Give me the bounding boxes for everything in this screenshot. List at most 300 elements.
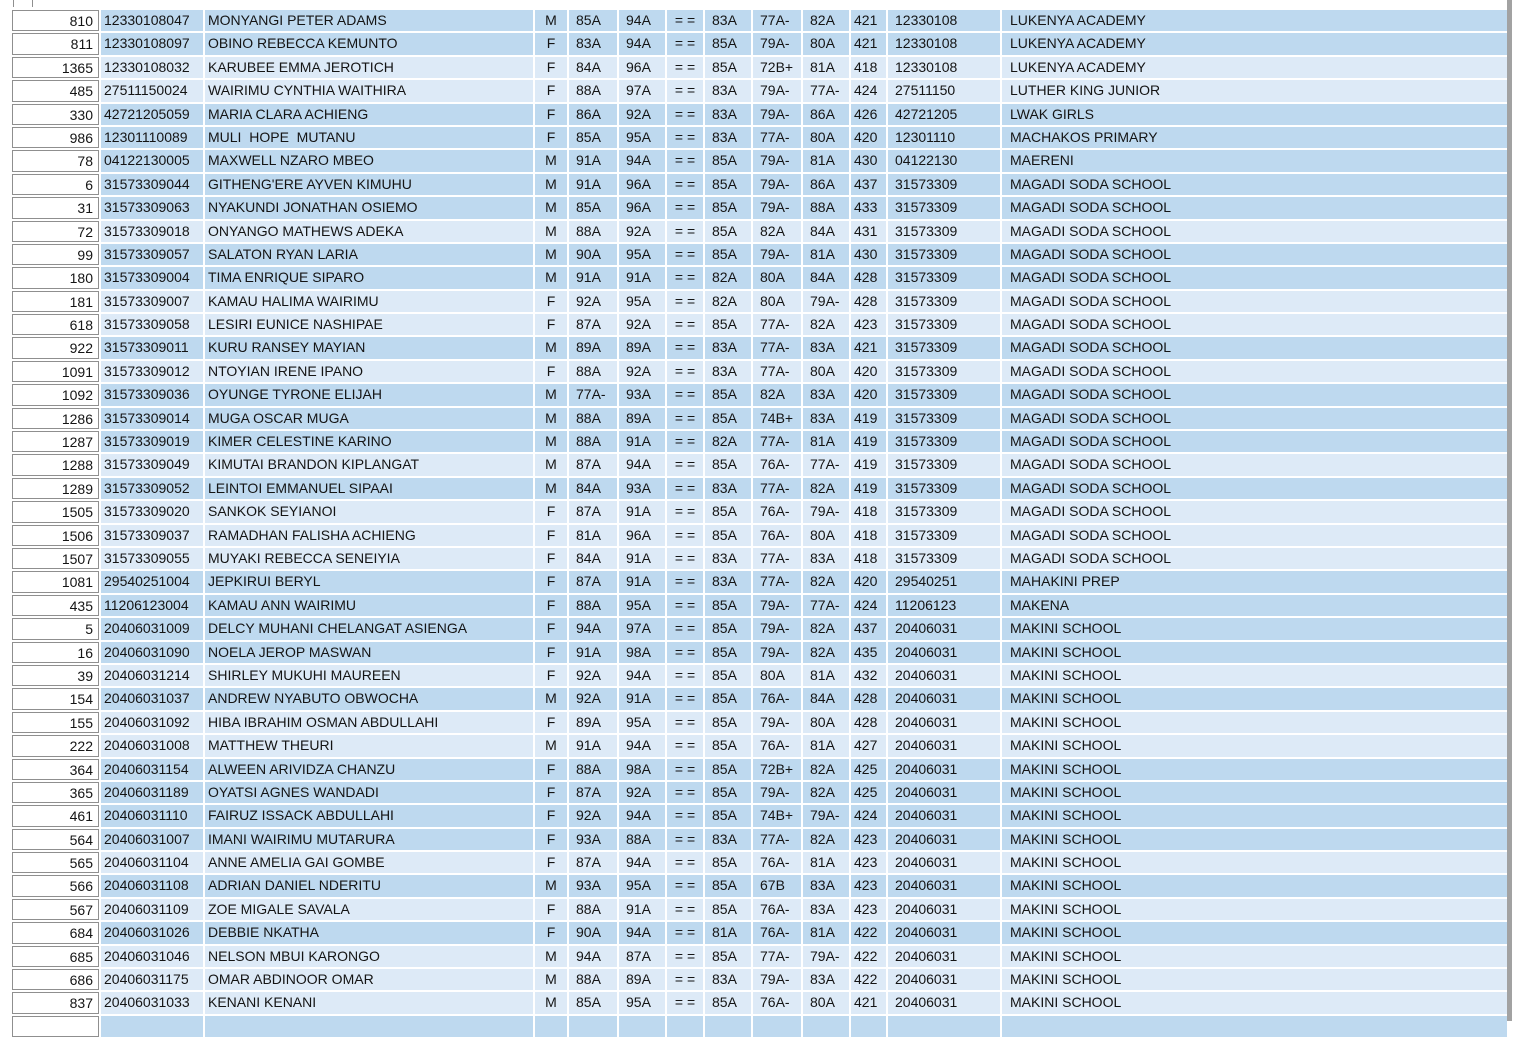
cell-gender[interactable]: F: [535, 759, 567, 780]
cell-rank[interactable]: 1365: [12, 57, 99, 78]
cell-mark-1[interactable]: 88A: [569, 221, 617, 242]
cell-school-name[interactable]: LUKENYA ACADEMY: [1002, 57, 1507, 78]
cell-school-code[interactable]: 31573309: [888, 244, 1000, 265]
cell-mark-4[interactable]: 80A: [753, 267, 801, 288]
cell-school-code[interactable]: [888, 1016, 1000, 1037]
cell-eq-marks[interactable]: = =: [667, 221, 703, 242]
cell-mark-1[interactable]: 91A: [569, 267, 617, 288]
cell-candidate-name[interactable]: OYATSI AGNES WANDADI: [205, 782, 533, 803]
cell-school-name[interactable]: MAGADI SODA SCHOOL: [1002, 478, 1507, 499]
cell-mark-1[interactable]: 87A: [569, 454, 617, 475]
cell-total-marks[interactable]: 423: [851, 875, 886, 896]
cell-mark-5[interactable]: 83A: [803, 408, 849, 429]
cell-candidate-name[interactable]: KARUBEE EMMA JEROTICH: [205, 57, 533, 78]
cell-candidate-name[interactable]: KURU RANSEY MAYIAN: [205, 337, 533, 358]
cell-rank[interactable]: 684: [12, 922, 99, 943]
cell-school-code[interactable]: 20406031: [888, 735, 1000, 756]
cell-rank[interactable]: 1505: [12, 501, 99, 522]
cell-eq-marks[interactable]: = =: [667, 875, 703, 896]
cell-mark-3[interactable]: 85A: [705, 992, 751, 1013]
cell-mark-2[interactable]: 91A: [619, 571, 665, 592]
cell-school-code[interactable]: 20406031: [888, 642, 1000, 663]
cell-mark-5[interactable]: 86A: [803, 104, 849, 125]
cell-rank[interactable]: 1092: [12, 384, 99, 405]
cell-rank[interactable]: 5: [12, 618, 99, 639]
cell-gender[interactable]: F: [535, 501, 567, 522]
cell-rank[interactable]: 365: [12, 782, 99, 803]
cell-school-name[interactable]: MAGADI SODA SCHOOL: [1002, 525, 1507, 546]
cell-total-marks[interactable]: 428: [851, 267, 886, 288]
cell-gender[interactable]: F: [535, 665, 567, 686]
cell-mark-2[interactable]: 93A: [619, 384, 665, 405]
cell-index-number[interactable]: 31573309058: [101, 314, 203, 335]
cell-mark-2[interactable]: 92A: [619, 221, 665, 242]
cell-total-marks[interactable]: 420: [851, 571, 886, 592]
cell-rank[interactable]: 922: [12, 337, 99, 358]
cell-mark-2[interactable]: 94A: [619, 33, 665, 54]
cell-mark-4[interactable]: 80A: [753, 665, 801, 686]
cell-mark-2[interactable]: 92A: [619, 104, 665, 125]
cell-eq-marks[interactable]: = =: [667, 104, 703, 125]
cell-eq-marks[interactable]: = =: [667, 80, 703, 101]
cell-mark-2[interactable]: 91A: [619, 267, 665, 288]
cell-total-marks[interactable]: 425: [851, 759, 886, 780]
cell-total-marks[interactable]: 422: [851, 946, 886, 967]
cell-rank[interactable]: 435: [12, 595, 99, 616]
cell-total-marks[interactable]: 423: [851, 899, 886, 920]
cell-candidate-name[interactable]: TIMA ENRIQUE SIPARO: [205, 267, 533, 288]
cell-mark-4[interactable]: 77A-: [753, 10, 801, 31]
cell-index-number[interactable]: 20406031026: [101, 922, 203, 943]
cell-rank[interactable]: 485: [12, 80, 99, 101]
cell-total-marks[interactable]: 428: [851, 291, 886, 312]
cell-mark-3[interactable]: 85A: [705, 735, 751, 756]
cell-mark-2[interactable]: 98A: [619, 759, 665, 780]
cell-mark-2[interactable]: 89A: [619, 337, 665, 358]
cell-rank[interactable]: 155: [12, 712, 99, 733]
cell-eq-marks[interactable]: = =: [667, 337, 703, 358]
cell-candidate-name[interactable]: NTOYIAN IRENE IPANO: [205, 361, 533, 382]
cell-mark-3[interactable]: 83A: [705, 127, 751, 148]
cell-rank[interactable]: 811: [12, 33, 99, 54]
cell-mark-2[interactable]: 94A: [619, 852, 665, 873]
cell-candidate-name[interactable]: MONYANGI PETER ADAMS: [205, 10, 533, 31]
cell-school-code[interactable]: 31573309: [888, 454, 1000, 475]
cell-eq-marks[interactable]: = =: [667, 571, 703, 592]
cell-candidate-name[interactable]: MUGA OSCAR MUGA: [205, 408, 533, 429]
cell-mark-3[interactable]: 85A: [705, 197, 751, 218]
cell-mark-5[interactable]: 80A: [803, 361, 849, 382]
cell-mark-1[interactable]: 94A: [569, 618, 617, 639]
cell-gender[interactable]: M: [535, 197, 567, 218]
cell-mark-3[interactable]: [705, 1016, 751, 1037]
cell-total-marks[interactable]: 433: [851, 197, 886, 218]
cell-rank[interactable]: 565: [12, 852, 99, 873]
cell-school-code[interactable]: 31573309: [888, 267, 1000, 288]
cell-school-name[interactable]: MAGADI SODA SCHOOL: [1002, 174, 1507, 195]
cell-eq-marks[interactable]: = =: [667, 174, 703, 195]
cell-mark-1[interactable]: 88A: [569, 595, 617, 616]
cell-candidate-name[interactable]: DELCY MUHANI CHELANGAT ASIENGA: [205, 618, 533, 639]
cell-mark-1[interactable]: 92A: [569, 688, 617, 709]
cell-candidate-name[interactable]: [205, 1016, 533, 1037]
cell-mark-1[interactable]: 85A: [569, 992, 617, 1013]
cell-mark-4[interactable]: 67B: [753, 875, 801, 896]
cell-candidate-name[interactable]: MAXWELL NZARO MBEO: [205, 150, 533, 171]
cell-mark-1[interactable]: 90A: [569, 922, 617, 943]
cell-candidate-name[interactable]: SANKOK SEYIANOI: [205, 501, 533, 522]
cell-school-code[interactable]: 31573309: [888, 478, 1000, 499]
cell-total-marks[interactable]: 419: [851, 454, 886, 475]
cell-rank[interactable]: 618: [12, 314, 99, 335]
cell-mark-1[interactable]: 88A: [569, 759, 617, 780]
cell-index-number[interactable]: 31573309020: [101, 501, 203, 522]
cell-mark-1[interactable]: 88A: [569, 431, 617, 452]
cell-school-name[interactable]: MAGADI SODA SCHOOL: [1002, 337, 1507, 358]
cell-gender[interactable]: M: [535, 946, 567, 967]
cell-candidate-name[interactable]: LEINTOI EMMANUEL SIPAAI: [205, 478, 533, 499]
cell-gender[interactable]: F: [535, 852, 567, 873]
cell-total-marks[interactable]: 420: [851, 127, 886, 148]
cell-school-name[interactable]: LUKENYA ACADEMY: [1002, 10, 1507, 31]
cell-mark-5[interactable]: 80A: [803, 525, 849, 546]
cell-school-code[interactable]: 20406031: [888, 969, 1000, 990]
cell-mark-5[interactable]: 77A-: [803, 80, 849, 101]
cell-candidate-name[interactable]: NELSON MBUI KARONGO: [205, 946, 533, 967]
cell-mark-5[interactable]: 79A-: [803, 291, 849, 312]
cell-total-marks[interactable]: 428: [851, 712, 886, 733]
cell-school-name[interactable]: MAKENA: [1002, 595, 1507, 616]
cell-gender[interactable]: F: [535, 361, 567, 382]
cell-mark-4[interactable]: 76A-: [753, 688, 801, 709]
cell-eq-marks[interactable]: = =: [667, 805, 703, 826]
cell-school-name[interactable]: [1002, 1016, 1507, 1037]
cell-mark-3[interactable]: 85A: [705, 805, 751, 826]
cell-total-marks[interactable]: 423: [851, 314, 886, 335]
cell-mark-3[interactable]: 82A: [705, 267, 751, 288]
cell-candidate-name[interactable]: DEBBIE NKATHA: [205, 922, 533, 943]
cell-eq-marks[interactable]: = =: [667, 712, 703, 733]
cell-mark-4[interactable]: 77A-: [753, 571, 801, 592]
cell-mark-4[interactable]: [753, 1016, 801, 1037]
cell-school-code[interactable]: 20406031: [888, 782, 1000, 803]
cell-gender[interactable]: F: [535, 104, 567, 125]
cell-eq-marks[interactable]: = =: [667, 688, 703, 709]
cell-school-code[interactable]: 31573309: [888, 291, 1000, 312]
cell-total-marks[interactable]: 418: [851, 525, 886, 546]
cell-school-code[interactable]: 04122130: [888, 150, 1000, 171]
cell-rank[interactable]: 154: [12, 688, 99, 709]
cell-school-name[interactable]: MAGADI SODA SCHOOL: [1002, 267, 1507, 288]
cell-school-name[interactable]: MAKINI SCHOOL: [1002, 875, 1507, 896]
cell-eq-marks[interactable]: = =: [667, 969, 703, 990]
cell-gender[interactable]: F: [535, 712, 567, 733]
cell-mark-3[interactable]: 83A: [705, 337, 751, 358]
cell-mark-1[interactable]: 83A: [569, 33, 617, 54]
cell-mark-1[interactable]: 85A: [569, 10, 617, 31]
cell-eq-marks[interactable]: = =: [667, 525, 703, 546]
cell-index-number[interactable]: 31573309007: [101, 291, 203, 312]
cell-gender[interactable]: F: [535, 33, 567, 54]
cell-mark-5[interactable]: 82A: [803, 618, 849, 639]
cell-mark-3[interactable]: 85A: [705, 57, 751, 78]
cell-school-code[interactable]: 20406031: [888, 829, 1000, 850]
cell-gender[interactable]: M: [535, 10, 567, 31]
cell-mark-5[interactable]: 84A: [803, 267, 849, 288]
cell-mark-4[interactable]: 79A-: [753, 80, 801, 101]
cell-eq-marks[interactable]: = =: [667, 642, 703, 663]
cell-rank[interactable]: 685: [12, 946, 99, 967]
cell-school-code[interactable]: 31573309: [888, 431, 1000, 452]
cell-school-name[interactable]: MAKINI SCHOOL: [1002, 992, 1507, 1013]
cell-school-code[interactable]: 12301110: [888, 127, 1000, 148]
cell-mark-4[interactable]: 77A-: [753, 314, 801, 335]
cell-rank[interactable]: 1289: [12, 478, 99, 499]
cell-school-code[interactable]: 12330108: [888, 33, 1000, 54]
cell-mark-4[interactable]: 76A-: [753, 501, 801, 522]
cell-mark-5[interactable]: 83A: [803, 969, 849, 990]
cell-mark-3[interactable]: 83A: [705, 969, 751, 990]
cell-total-marks[interactable]: 437: [851, 174, 886, 195]
cell-index-number[interactable]: 20406031090: [101, 642, 203, 663]
cell-mark-1[interactable]: 91A: [569, 642, 617, 663]
cell-gender[interactable]: M: [535, 337, 567, 358]
cell-gender[interactable]: M: [535, 150, 567, 171]
cell-school-name[interactable]: MAGADI SODA SCHOOL: [1002, 431, 1507, 452]
cell-mark-5[interactable]: 83A: [803, 337, 849, 358]
cell-index-number[interactable]: 29540251004: [101, 571, 203, 592]
cell-candidate-name[interactable]: NYAKUNDI JONATHAN OSIEMO: [205, 197, 533, 218]
cell-mark-3[interactable]: 85A: [705, 454, 751, 475]
cell-rank[interactable]: 180: [12, 267, 99, 288]
cell-gender[interactable]: F: [535, 805, 567, 826]
cell-mark-3[interactable]: 85A: [705, 595, 751, 616]
cell-rank[interactable]: 39: [12, 665, 99, 686]
cell-school-code[interactable]: 42721205: [888, 104, 1000, 125]
cell-mark-5[interactable]: 77A-: [803, 454, 849, 475]
cell-mark-3[interactable]: 85A: [705, 221, 751, 242]
cell-mark-4[interactable]: 79A-: [753, 150, 801, 171]
cell-mark-4[interactable]: 79A-: [753, 595, 801, 616]
cell-mark-2[interactable]: 95A: [619, 712, 665, 733]
cell-candidate-name[interactable]: OBINO REBECCA KEMUNTO: [205, 33, 533, 54]
cell-mark-2[interactable]: 91A: [619, 688, 665, 709]
cell-school-name[interactable]: MAKINI SCHOOL: [1002, 899, 1507, 920]
cell-candidate-name[interactable]: MUYAKI REBECCA SENEIYIA: [205, 548, 533, 569]
cell-mark-4[interactable]: 80A: [753, 291, 801, 312]
cell-mark-5[interactable]: 81A: [803, 57, 849, 78]
cell-mark-5[interactable]: 80A: [803, 712, 849, 733]
cell-mark-3[interactable]: 81A: [705, 922, 751, 943]
cell-mark-4[interactable]: 76A-: [753, 992, 801, 1013]
cell-school-name[interactable]: MAGADI SODA SCHOOL: [1002, 384, 1507, 405]
cell-school-code[interactable]: 20406031: [888, 899, 1000, 920]
cell-gender[interactable]: F: [535, 642, 567, 663]
cell-school-code[interactable]: 31573309: [888, 337, 1000, 358]
cell-rank[interactable]: 364: [12, 759, 99, 780]
cell-mark-5[interactable]: 84A: [803, 221, 849, 242]
cell-school-code[interactable]: 31573309: [888, 174, 1000, 195]
cell-gender[interactable]: M: [535, 408, 567, 429]
cell-eq-marks[interactable]: = =: [667, 57, 703, 78]
cell-mark-4[interactable]: 76A-: [753, 454, 801, 475]
cell-rank[interactable]: 810: [12, 10, 99, 31]
cell-school-code[interactable]: 20406031: [888, 922, 1000, 943]
cell-candidate-name[interactable]: OMAR ABDINOOR OMAR: [205, 969, 533, 990]
cell-mark-3[interactable]: 85A: [705, 688, 751, 709]
cell-mark-5[interactable]: 80A: [803, 992, 849, 1013]
cell-rank[interactable]: [12, 1016, 99, 1037]
cell-school-name[interactable]: MAERENI: [1002, 150, 1507, 171]
cell-eq-marks[interactable]: = =: [667, 501, 703, 522]
cell-mark-5[interactable]: 83A: [803, 875, 849, 896]
cell-rank[interactable]: 16: [12, 642, 99, 663]
cell-mark-3[interactable]: 85A: [705, 150, 751, 171]
cell-rank[interactable]: 6: [12, 174, 99, 195]
cell-index-number[interactable]: 12330108032: [101, 57, 203, 78]
cell-mark-2[interactable]: 97A: [619, 618, 665, 639]
cell-mark-2[interactable]: 88A: [619, 829, 665, 850]
cell-mark-3[interactable]: 85A: [705, 501, 751, 522]
cell-school-code[interactable]: 31573309: [888, 548, 1000, 569]
cell-mark-2[interactable]: 95A: [619, 595, 665, 616]
cell-mark-1[interactable]: 77A-: [569, 384, 617, 405]
cell-total-marks[interactable]: 430: [851, 244, 886, 265]
cell-mark-3[interactable]: 85A: [705, 408, 751, 429]
cell-school-name[interactable]: MAGADI SODA SCHOOL: [1002, 361, 1507, 382]
cell-candidate-name[interactable]: JEPKIRUI BERYL: [205, 571, 533, 592]
cell-eq-marks[interactable]: = =: [667, 782, 703, 803]
cell-gender[interactable]: M: [535, 454, 567, 475]
cell-total-marks[interactable]: 421: [851, 992, 886, 1013]
cell-candidate-name[interactable]: MATTHEW THEURI: [205, 735, 533, 756]
cell-total-marks[interactable]: 418: [851, 57, 886, 78]
cell-mark-1[interactable]: 89A: [569, 337, 617, 358]
cell-gender[interactable]: F: [535, 57, 567, 78]
cell-gender[interactable]: M: [535, 478, 567, 499]
cell-mark-5[interactable]: 83A: [803, 548, 849, 569]
cell-eq-marks[interactable]: = =: [667, 922, 703, 943]
cell-mark-1[interactable]: 84A: [569, 478, 617, 499]
cell-total-marks[interactable]: 419: [851, 478, 886, 499]
cell-candidate-name[interactable]: MULI HOPE MUTANU: [205, 127, 533, 148]
cell-candidate-name[interactable]: FAIRUZ ISSACK ABDULLAHI: [205, 805, 533, 826]
cell-mark-4[interactable]: 82A: [753, 384, 801, 405]
cell-gender[interactable]: M: [535, 875, 567, 896]
cell-total-marks[interactable]: 423: [851, 852, 886, 873]
cell-mark-1[interactable]: 92A: [569, 805, 617, 826]
cell-mark-2[interactable]: [619, 1016, 665, 1037]
cell-gender[interactable]: F: [535, 291, 567, 312]
cell-index-number[interactable]: 31573309037: [101, 525, 203, 546]
cell-mark-5[interactable]: 80A: [803, 33, 849, 54]
cell-index-number[interactable]: 04122130005: [101, 150, 203, 171]
cell-mark-4[interactable]: 76A-: [753, 525, 801, 546]
cell-candidate-name[interactable]: IMANI WAIRIMU MUTARURA: [205, 829, 533, 850]
cell-candidate-name[interactable]: OYUNGE TYRONE ELIJAH: [205, 384, 533, 405]
cell-school-name[interactable]: MAGADI SODA SCHOOL: [1002, 501, 1507, 522]
cell-rank[interactable]: 567: [12, 899, 99, 920]
cell-mark-2[interactable]: 89A: [619, 969, 665, 990]
cell-gender[interactable]: F: [535, 548, 567, 569]
cell-school-name[interactable]: MAKINI SCHOOL: [1002, 922, 1507, 943]
cell-mark-5[interactable]: 82A: [803, 759, 849, 780]
cell-mark-1[interactable]: 84A: [569, 57, 617, 78]
cell-gender[interactable]: M: [535, 688, 567, 709]
cell-mark-2[interactable]: 94A: [619, 665, 665, 686]
cell-mark-2[interactable]: 95A: [619, 992, 665, 1013]
cell-mark-3[interactable]: 85A: [705, 712, 751, 733]
cell-index-number[interactable]: 20406031154: [101, 759, 203, 780]
cell-candidate-name[interactable]: ANNE AMELIA GAI GOMBE: [205, 852, 533, 873]
cell-mark-2[interactable]: 94A: [619, 805, 665, 826]
cell-eq-marks[interactable]: = =: [667, 548, 703, 569]
cell-eq-marks[interactable]: = =: [667, 291, 703, 312]
cell-index-number[interactable]: 31573309044: [101, 174, 203, 195]
cell-index-number[interactable]: 12301110089: [101, 127, 203, 148]
cell-rank[interactable]: 1081: [12, 571, 99, 592]
cell-rank[interactable]: 99: [12, 244, 99, 265]
cell-eq-marks[interactable]: = =: [667, 829, 703, 850]
cell-rank[interactable]: 686: [12, 969, 99, 990]
cell-mark-5[interactable]: 82A: [803, 571, 849, 592]
cell-rank[interactable]: 1507: [12, 548, 99, 569]
cell-total-marks[interactable]: 425: [851, 782, 886, 803]
cell-mark-1[interactable]: 92A: [569, 291, 617, 312]
cell-total-marks[interactable]: 430: [851, 150, 886, 171]
cell-school-code[interactable]: 20406031: [888, 946, 1000, 967]
cell-index-number[interactable]: 20406031009: [101, 618, 203, 639]
cell-mark-4[interactable]: 74B+: [753, 408, 801, 429]
cell-candidate-name[interactable]: SALATON RYAN LARIA: [205, 244, 533, 265]
cell-mark-4[interactable]: 72B+: [753, 57, 801, 78]
cell-gender[interactable]: M: [535, 244, 567, 265]
cell-eq-marks[interactable]: = =: [667, 33, 703, 54]
cell-school-code[interactable]: 20406031: [888, 805, 1000, 826]
cell-school-code[interactable]: 31573309: [888, 197, 1000, 218]
cell-mark-4[interactable]: 74B+: [753, 805, 801, 826]
cell-mark-1[interactable]: 86A: [569, 104, 617, 125]
cell-total-marks[interactable]: 437: [851, 618, 886, 639]
cell-school-name[interactable]: MAKINI SCHOOL: [1002, 759, 1507, 780]
cell-mark-2[interactable]: 96A: [619, 525, 665, 546]
cell-mark-3[interactable]: 85A: [705, 782, 751, 803]
cell-gender[interactable]: F: [535, 782, 567, 803]
cell-mark-1[interactable]: 94A: [569, 946, 617, 967]
cell-index-number[interactable]: 20406031189: [101, 782, 203, 803]
cell-rank[interactable]: 837: [12, 992, 99, 1013]
cell-mark-1[interactable]: 87A: [569, 852, 617, 873]
cell-index-number[interactable]: 20406031110: [101, 805, 203, 826]
cell-index-number[interactable]: [101, 1016, 203, 1037]
cell-mark-4[interactable]: 77A-: [753, 361, 801, 382]
cell-mark-3[interactable]: 83A: [705, 80, 751, 101]
cell-mark-5[interactable]: 83A: [803, 899, 849, 920]
cell-eq-marks[interactable]: = =: [667, 127, 703, 148]
cell-eq-marks[interactable]: = =: [667, 267, 703, 288]
cell-school-name[interactable]: MAKINI SCHOOL: [1002, 782, 1507, 803]
cell-total-marks[interactable]: 431: [851, 221, 886, 242]
cell-school-name[interactable]: MAKINI SCHOOL: [1002, 642, 1507, 663]
cell-school-code[interactable]: 20406031: [888, 712, 1000, 733]
cell-candidate-name[interactable]: RAMADHAN FALISHA ACHIENG: [205, 525, 533, 546]
cell-school-code[interactable]: 20406031: [888, 759, 1000, 780]
cell-mark-2[interactable]: 91A: [619, 548, 665, 569]
cell-index-number[interactable]: 20406031109: [101, 899, 203, 920]
cell-gender[interactable]: F: [535, 829, 567, 850]
cell-school-code[interactable]: 20406031: [888, 852, 1000, 873]
cell-mark-4[interactable]: 77A-: [753, 478, 801, 499]
